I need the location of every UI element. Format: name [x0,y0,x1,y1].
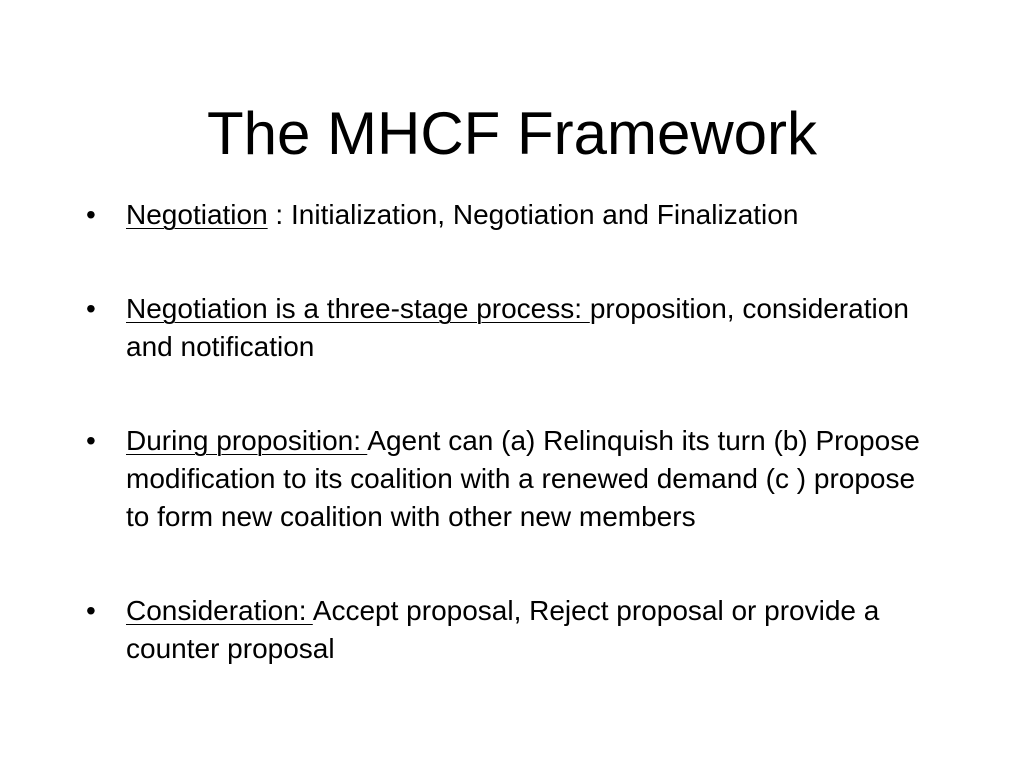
bullet-lead: During proposition: [126,425,368,456]
bullet-lead: Negotiation is a three-stage process: [126,293,590,324]
bullet-text: Agent can (a) Relinquish its turn (b) Propose modification to its coalition with a renewed demand (c ) propose to form new coalition with other new members [126,425,920,532]
bullet-lead: Consideration: [126,595,313,626]
bullet-icon: • [86,595,96,626]
bullet-icon: • [86,293,96,324]
bullet-item-during-proposition [86,422,946,536]
bullet-icon: • [86,199,96,230]
bullet-lead: Negotiation [126,199,268,230]
bullet-item-consideration [86,592,946,668]
bullet-item-three-stage-process [86,290,946,366]
bullet-item-negotiation-phases [86,196,946,234]
bullet-text: proposition, consideration and notification [126,293,909,362]
bullet-icon: • [86,425,96,456]
bullet-text: : Initialization, Negotiation and Finalization [267,199,799,230]
bullet-text: Accept proposal, Reject proposal or provide a counter proposal [126,595,880,664]
bullet-list [86,196,946,668]
slide-title: The MHCF Framework [206,100,818,167]
